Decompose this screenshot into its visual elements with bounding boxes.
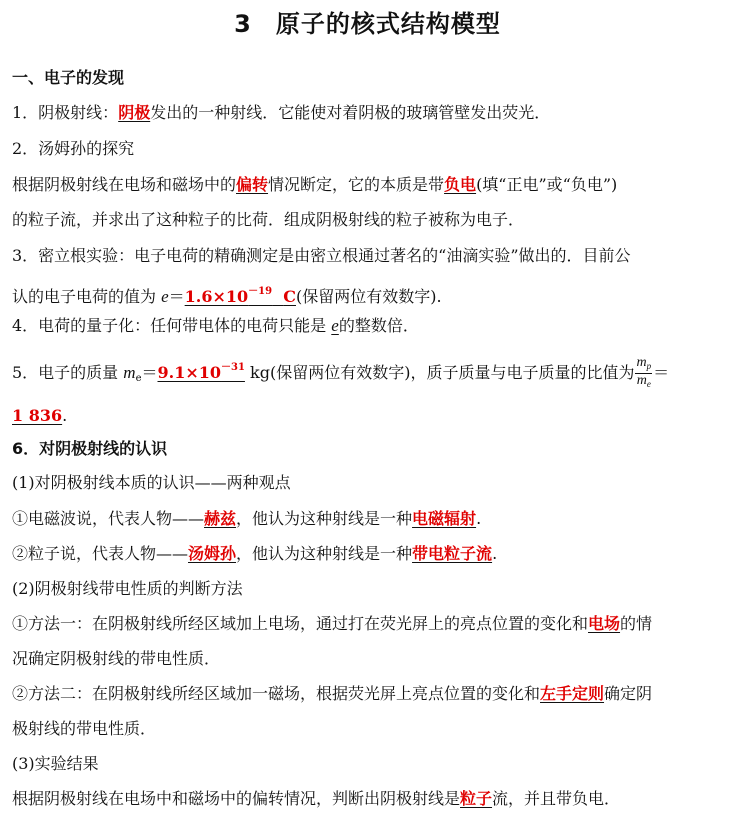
paragraph-thomson-2: 的粒子流，并求出了这种粒子的比荷．组成阴极射线的粒子被称为电子．	[12, 210, 525, 229]
answer-mass-value: $9.1\times 10^{-31}$	[157, 362, 245, 382]
paragraph-thomson-1: 根据阴极射线在电场和磁场中的偏转情况断定，它的本质是带负电(填“正电”或“负电”)	[12, 175, 618, 194]
answer-ratio: 1 836	[12, 406, 63, 425]
item-method-one-2: 况确定阴极射线的带电性质．	[12, 649, 221, 668]
answer-hertz: 赫兹	[204, 509, 237, 528]
answer-particle: 粒子	[460, 789, 493, 808]
answer-negative: 负电	[444, 175, 477, 194]
item-thomson-heading: 2．汤姆孙的探究	[12, 139, 135, 158]
symbol-e: e	[331, 316, 339, 335]
item-electron-mass: 5．电子的质量 $m_e=9.1\times 10^{-31}$ kg(保留两位有效数字)，质子质量与电子质量的比值为 $\frac{m_p}{m_e}$ ＝	[12, 355, 670, 389]
mass-ratio-fraction: $\frac{m_p}{m_e}$	[636, 355, 652, 389]
item-method-two-1: ②方法二：在阴极射线所经区域加一磁场，根据荧光屏上亮点位置的变化和左手定则确定阴	[12, 684, 653, 703]
section-number: 3	[234, 10, 252, 38]
subheading-charge-method: (2)阴极射线带电性质的判断方法	[12, 579, 243, 598]
symbol-e: e	[161, 287, 169, 306]
item-millikan-1: 3．密立根实验：电子电荷的精确测定是由密立根通过著名的“油滴实验”做出的．目前公	[12, 246, 631, 265]
subheading-nature: (1)对阴极射线本质的认识——两种观点	[12, 473, 291, 492]
answer-electric-field: 电场	[588, 614, 621, 633]
title-text: 原子的核式结构模型	[275, 10, 501, 38]
answer-thomson: 汤姆孙	[188, 544, 237, 563]
item-millikan-2: 认的电子电荷的值为 $e=1.6\times 10^{-19}$ C(保留两位有效数字).	[12, 286, 442, 306]
answer-charge-value: $1.6\times 10^{-19}$ C	[184, 286, 296, 306]
answer-deflection: 偏转	[236, 175, 269, 194]
page-title	[0, 4, 735, 39]
answer-ratio-line: 1 836.	[12, 406, 68, 425]
subheading-result: (3)实验结果	[12, 754, 99, 773]
answer-em-radiation: 电磁辐射	[412, 509, 477, 528]
item-method-one-1: ①方法一：在阴极射线所经区域加上电场，通过打在荧光屏上的亮点位置的变化和电场的情	[12, 614, 653, 633]
heading-electron-discovery: 一、电子的发现	[12, 68, 125, 87]
item-particle-view: ②粒子说，代表人物——汤姆孙，他认为这种射线是一种带电粒子流.	[12, 544, 498, 563]
heading-cathode-ray-understanding: 6．对阴极射线的认识	[12, 439, 168, 458]
item-method-two-2: 极射线的带电性质．	[12, 719, 157, 738]
answer-cathode: 阴极	[118, 103, 151, 122]
item-em-wave-view: ①电磁波说，代表人物——赫兹，他认为这种射线是一种电磁辐射.	[12, 509, 482, 528]
item-result: 根据阴极射线在电场中和磁场中的偏转情况，判断出阴极射线是粒子流，并且带负电．	[12, 789, 621, 808]
symbol-m: m	[123, 363, 136, 382]
item-quantization: 4．电荷的量子化：任何带电体的电荷只能是 e的整数倍．	[12, 316, 419, 335]
answer-charged-particle-stream: 带电粒子流	[412, 544, 493, 563]
item-cathode-ray: 1．阴极射线：阴极发出的一种射线．它能使对着阴极的玻璃管壁发出荧光．	[12, 103, 551, 122]
answer-left-hand-rule: 左手定则	[540, 684, 605, 703]
